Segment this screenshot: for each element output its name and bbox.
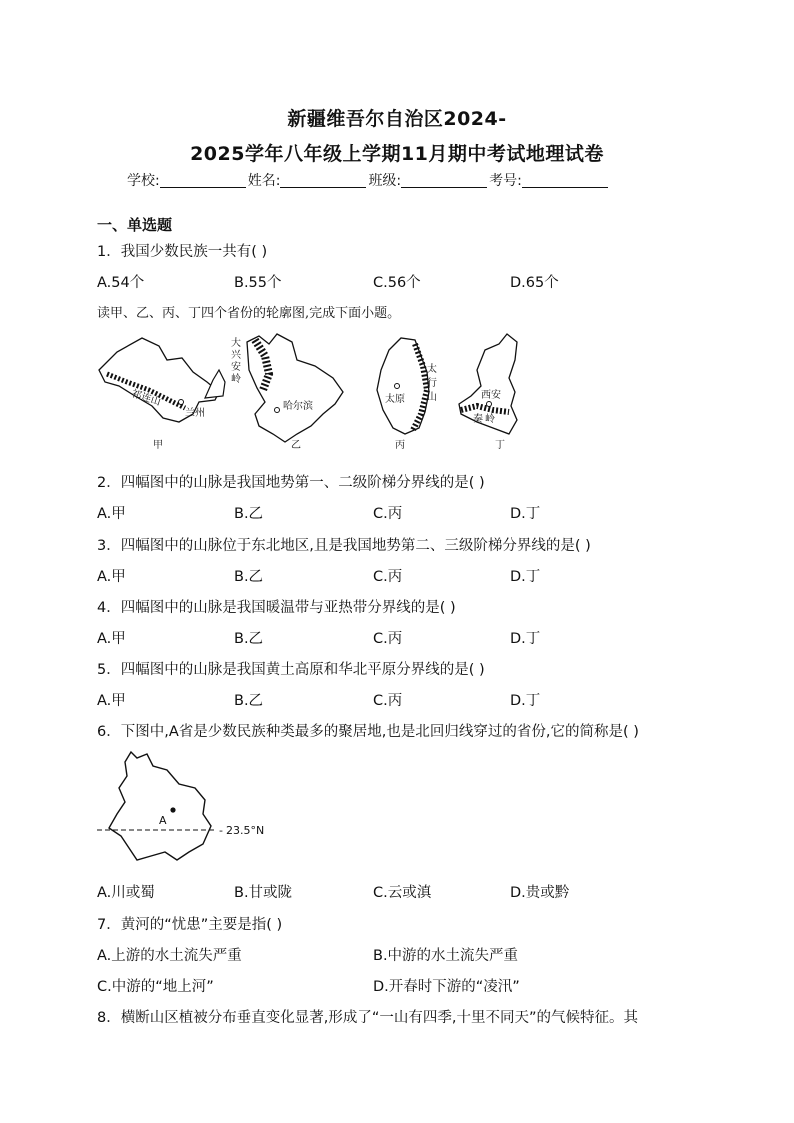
tropic-label-dash: - — [219, 824, 223, 837]
number-label: 考号: — [489, 173, 522, 189]
name-blank[interactable] — [280, 173, 366, 188]
q5-option-b[interactable]: B.乙 — [234, 693, 264, 709]
q5-option-a[interactable]: A.甲 — [97, 693, 126, 709]
q1-option-b[interactable]: B.55个 — [234, 275, 282, 291]
q5-option-d[interactable]: D.丁 — [510, 693, 541, 709]
map-bing — [377, 338, 437, 451]
q5-option-c[interactable]: C.丙 — [373, 693, 403, 709]
q6-option-c[interactable]: C.云或滇 — [373, 885, 432, 901]
yunnan-outline-map — [97, 748, 297, 870]
yi-city-label: 哈尔滨 — [283, 401, 313, 412]
q7-option-c[interactable]: C.中游的“地上河” — [97, 979, 214, 995]
class-blank[interactable] — [401, 173, 487, 188]
q3-option-b[interactable]: B.乙 — [234, 569, 264, 585]
ding-mountain-char-1: 秦 — [473, 414, 483, 425]
bing-mountain-char-1: 太 — [427, 364, 437, 375]
jia-city-label: 兰州 — [185, 408, 205, 419]
q6-option-d[interactable]: D.贵或黔 — [510, 885, 570, 901]
question-2: 2．四幅图中的山脉是我国地势第一、二级阶梯分界线的是( ) — [97, 475, 485, 491]
jia-city-dot — [179, 400, 184, 405]
q2-option-b[interactable]: B.乙 — [234, 506, 264, 522]
section-heading: 一、单选题 — [97, 216, 173, 234]
bing-mountain-char-3: 山 — [427, 392, 437, 403]
q1-option-d[interactable]: D.65个 — [510, 275, 559, 291]
name-label: 姓名: — [247, 173, 281, 189]
ding-mountain-char-2: 岭 — [485, 414, 495, 425]
question-4: 4．四幅图中的山脉是我国暖温带与亚热带分界线的是( ) — [97, 600, 456, 616]
yi-mountain-char-4: 岭 — [231, 374, 241, 385]
ding-city-dot — [487, 402, 492, 407]
q2-option-a[interactable]: A.甲 — [97, 506, 126, 522]
q1-option-a[interactable]: A.54个 — [97, 275, 145, 291]
jia-caption: 甲 — [153, 440, 163, 451]
q7-option-d[interactable]: D.开春时下游的“凌汛” — [373, 979, 520, 995]
exam-title-line1: 新疆维吾尔自治区2024- — [287, 108, 507, 130]
map-yi — [231, 334, 343, 451]
bing-city-dot — [395, 384, 400, 389]
q2-option-c[interactable]: C.丙 — [373, 506, 403, 522]
question-8: 8．横断山区植被分布垂直变化显著,形成了“一山有四季,十里不同天”的气候特征。其 — [97, 1010, 638, 1026]
q3-option-c[interactable]: C.丙 — [373, 569, 403, 585]
yi-mountain-char-3: 安 — [231, 362, 241, 373]
map-ding — [459, 334, 517, 451]
tropic-label: 23.5°N — [226, 824, 265, 837]
class-label: 班级: — [368, 173, 402, 189]
student-info-line — [127, 170, 610, 190]
q6-option-a[interactable]: A.川或蜀 — [97, 885, 155, 901]
map-intro-text: 读甲、乙、丙、丁四个省份的轮廓图,完成下面小题。 — [97, 306, 401, 321]
q7-option-a[interactable]: A.上游的水土流失严重 — [97, 948, 242, 964]
q4-option-c[interactable]: C.丙 — [373, 631, 403, 647]
bing-mountain-char-2: 行 — [427, 378, 437, 389]
q7-option-b[interactable]: B.中游的水土流失严重 — [373, 948, 519, 964]
exam-title-line2: 2025学年八年级上学期11月期中考试地理试卷 — [190, 143, 604, 165]
yi-mountain-char-2: 兴 — [231, 350, 241, 361]
province-outline-maps — [97, 330, 527, 455]
q1-option-c[interactable]: C.56个 — [373, 275, 421, 291]
question-3: 3．四幅图中的山脉位于东北地区,且是我国地势第二、三级阶梯分界线的是( ) — [97, 538, 591, 554]
ding-caption: 丁 — [495, 440, 505, 451]
yi-city-dot — [275, 408, 280, 413]
question-5: 5．四幅图中的山脉是我国黄土高原和华北平原分界线的是( ) — [97, 662, 485, 678]
q2-option-d[interactable]: D.丁 — [510, 506, 541, 522]
bing-caption: 丙 — [395, 440, 405, 451]
province-a-dot — [170, 807, 175, 812]
q4-option-a[interactable]: A.甲 — [97, 631, 126, 647]
q3-option-d[interactable]: D.丁 — [510, 569, 541, 585]
bing-city-label: 太原 — [385, 394, 405, 405]
yi-caption: 乙 — [291, 440, 301, 451]
q4-option-d[interactable]: D.丁 — [510, 631, 541, 647]
school-blank[interactable] — [160, 173, 246, 188]
province-a-label: A — [159, 814, 167, 827]
question-7: 7．黄河的“忧患”主要是指( ) — [97, 917, 283, 933]
question-1: 1．我国少数民族一共有( ) — [97, 244, 268, 260]
question-6: 6．下图中,A省是少数民族种类最多的聚居地,也是北回归线穿过的省份,它的简称是( ) — [97, 724, 639, 740]
q4-option-b[interactable]: B.乙 — [234, 631, 264, 647]
jia-mountain-label: 祁连山 — [130, 388, 163, 409]
q3-option-a[interactable]: A.甲 — [97, 569, 126, 585]
map-jia — [99, 338, 225, 451]
number-blank[interactable] — [522, 173, 608, 188]
yi-mountain-char-1: 大 — [231, 338, 241, 349]
q6-option-b[interactable]: B.甘或陇 — [234, 885, 293, 901]
school-label: 学校: — [127, 173, 160, 189]
ding-city-label: 西安 — [481, 390, 501, 401]
